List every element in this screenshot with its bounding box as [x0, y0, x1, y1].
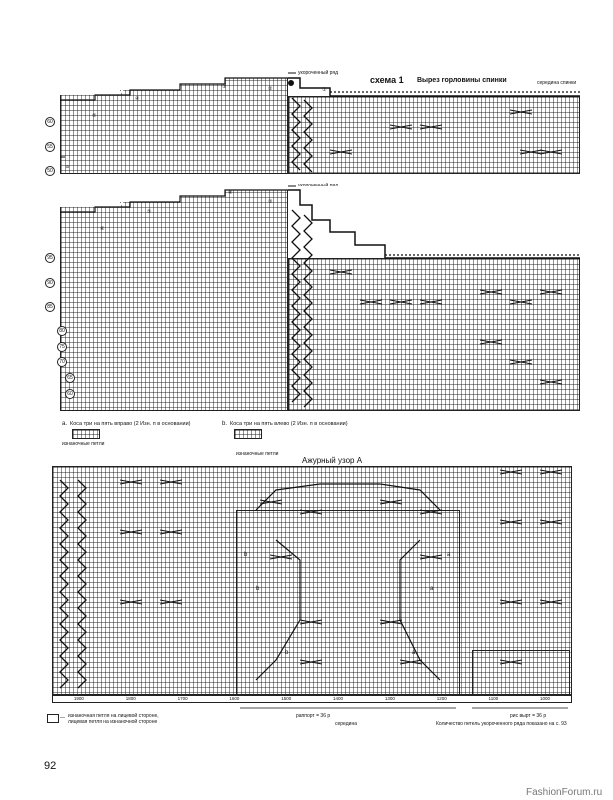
- bottom-number: 1300: [384, 696, 395, 701]
- scheme2-marker-5: ⑤: [147, 209, 152, 215]
- pattern-a-rapport-right: рис вырт = 36 р: [510, 713, 547, 719]
- scheme1-marker-5: ⑤: [92, 113, 97, 119]
- scheme1-title: схема 1: [370, 75, 404, 85]
- pattern-a-marker-b2: b: [256, 586, 260, 592]
- cable-cross-29: [380, 620, 402, 624]
- scheme2-row-95: 95: [45, 253, 55, 263]
- bottom-number: 1400: [333, 696, 344, 701]
- cable-cross-7: [390, 300, 412, 304]
- bottom-number: 1000: [540, 696, 551, 701]
- purl-legend-equals: —: [60, 715, 65, 721]
- shoulder-mask-1: [60, 74, 288, 95]
- cable-column-s1b: [304, 100, 312, 172]
- scheme2-row-70: 70: [57, 357, 67, 367]
- cable-cross-9: [480, 290, 502, 294]
- cable-column-pa2: [78, 480, 86, 688]
- scheme2-row-60: 60: [65, 389, 75, 399]
- shortened-row-dot: [288, 80, 294, 86]
- cable-cross-17: [160, 480, 182, 484]
- cable-cross-33: [540, 470, 562, 474]
- cable-cross-32: [500, 470, 522, 474]
- cable-cross-25: [420, 510, 442, 514]
- cable-cross-5: [330, 150, 352, 154]
- cable-cross-21: [160, 600, 182, 604]
- cable-cross-14: [540, 380, 562, 384]
- bottom-number: 1600: [229, 696, 240, 701]
- pattern-a-title: Ажурный узор А: [302, 456, 363, 465]
- cable-cross-28: [300, 620, 322, 624]
- cable-column-s1a: [292, 98, 300, 170]
- cable-cross-23: [300, 510, 322, 514]
- neck-outline-1: [288, 78, 580, 96]
- cable-cross-3: [540, 150, 562, 154]
- bottom-number: 1200: [436, 696, 447, 701]
- pattern-a-rapport-main: раппорт = 36 р: [296, 713, 331, 719]
- pattern-a-marker-a1: a: [447, 552, 451, 558]
- pattern-a-marker-b1: b: [244, 552, 248, 558]
- scheme2-row-85: 85: [45, 302, 55, 312]
- scheme2-row-75: 75: [57, 342, 67, 352]
- cable-cross-34: [500, 520, 522, 524]
- chart-drawings-group: [60, 73, 580, 708]
- bottom-number: 1100: [488, 696, 499, 701]
- cable-cross-8: [420, 300, 442, 304]
- scheme1-marker-a: a: [66, 164, 69, 170]
- cable-cross-36: [500, 600, 522, 604]
- scheme1-marker-4: ④: [135, 96, 140, 102]
- watermark: FashionForum.ru: [526, 787, 603, 798]
- pattern-a-marker-a2: a: [430, 586, 434, 592]
- page-number: 92: [44, 760, 57, 772]
- legend-b-text: Коса три на пять влево (2 Изн. п в основании): [230, 421, 348, 427]
- cable-cross-19: [160, 530, 182, 534]
- cable-cross-11: [540, 290, 562, 294]
- cable-cross-6: [360, 300, 382, 304]
- pattern-a-center-label: середина: [335, 721, 357, 727]
- cable-cross-12: [480, 340, 502, 344]
- pattern-a-marker-b3: b: [285, 650, 289, 656]
- scheme1-center-label: середина спинки: [537, 80, 577, 86]
- legend-a-sub: изнаночные петли: [62, 441, 105, 447]
- cable-cross-20: [120, 600, 142, 604]
- cable-cross-26: [270, 555, 292, 559]
- cable-cross-4: [510, 110, 532, 114]
- scheme2-marker-4: ④: [228, 190, 233, 196]
- legend-b-symbol: b.: [222, 421, 228, 427]
- scheme1-marker-2: ②: [268, 86, 273, 92]
- scheme1-subtitle: Вырез горловины спинки: [417, 77, 507, 84]
- pattern-a-diamond-left: [256, 540, 300, 680]
- cable-cross-13: [510, 360, 532, 364]
- cable-cross-15: [330, 270, 352, 274]
- scheme1-shortened-row: укороченный ряд: [298, 70, 339, 76]
- cable-cross-0: [390, 125, 412, 129]
- scheme1-row-55: 55: [45, 142, 55, 152]
- yoke-mask-2: [288, 186, 580, 258]
- cable-cross-31: [400, 660, 422, 664]
- scheme2-row-80: 80: [57, 326, 67, 336]
- bottom-number: 1900: [73, 696, 84, 701]
- legend-a-text: Коса три на пять вправо (2 Изн. п в основании): [70, 421, 191, 427]
- cable-column-pa1: [60, 480, 68, 688]
- pattern-a-note-right: Количество петель укороченного ряда показано на с. 93: [436, 721, 567, 727]
- legend-a-symbol: a.: [62, 421, 68, 427]
- scheme1-marker-1: ①: [322, 87, 327, 93]
- cable-cross-2: [520, 150, 542, 154]
- cable-cross-18: [120, 530, 142, 534]
- scheme1-marker-3: ③: [222, 84, 227, 90]
- cable-cross-16: [120, 480, 142, 484]
- bottom-number: 1500: [281, 696, 292, 701]
- shoulder-mask-2: [60, 186, 288, 207]
- pattern-a-marker-a3: a: [412, 650, 416, 656]
- pattern-a-diamond-top: [256, 484, 440, 510]
- scheme2-row-65: 65: [65, 373, 75, 383]
- scheme2-marker-3: ③: [268, 199, 273, 205]
- cable-cross-27: [420, 555, 442, 559]
- bottom-number: 1800: [125, 696, 136, 701]
- pattern-a-diamond-right: [400, 540, 440, 680]
- scheme1-row-50: 50: [45, 166, 55, 176]
- cable-cross-37: [540, 600, 562, 604]
- cable-cross-35: [540, 520, 562, 524]
- legend-b-sub: изнаночные петли: [236, 451, 279, 457]
- scheme2-row-90: 90: [45, 278, 55, 288]
- cable-cross-1: [420, 125, 442, 129]
- bottom-number: 1700: [177, 696, 188, 701]
- scheme2-marker-6: ⑥: [100, 226, 105, 232]
- scheme1-row-60: 60: [45, 117, 55, 127]
- cable-cross-10: [510, 300, 532, 304]
- cable-cross-30: [300, 660, 322, 664]
- cable-cross-38: [500, 660, 522, 664]
- purl-legend-text: изнаночная петля на лицевой стороне, лицевая петля на изнаночной стороне: [68, 713, 159, 725]
- cable-cross-24: [380, 500, 402, 504]
